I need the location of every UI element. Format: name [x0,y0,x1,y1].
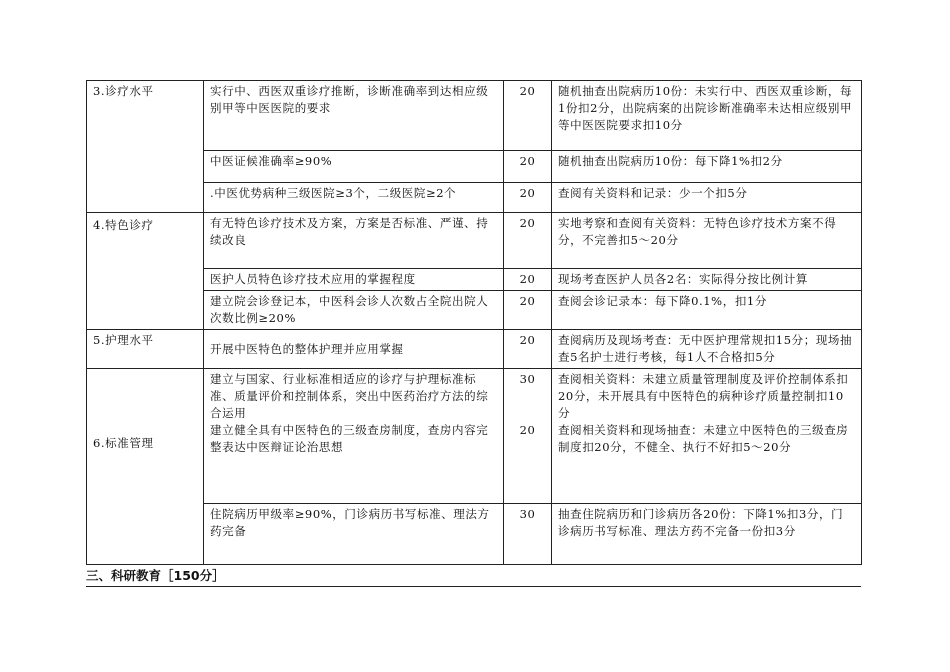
method-cell: 随机抽查出院病历10份：每下降1%扣2分 [552,151,862,183]
method-cell: 随机抽查出院病历10份：未实行中、西医双重诊断，每1份扣2分，出院病案的出院诊断准确率未达相应级别甲等中医医院要求扣10分 [552,81,862,151]
table-row [87,183,862,213]
table-row [87,291,862,330]
method-cell: 抽查住院病历和门诊病历各20份：下降1%扣3分，门诊病历书写标准、理法方药不完备一份扣3分 [552,504,862,565]
section-heading: 三、科研教育［150分］ [86,567,861,587]
table-row [87,213,862,269]
content-cell: 中医证候准确率≥90% [204,151,504,183]
score-cell: 20 [504,183,552,213]
score-cell: 30 [504,504,552,565]
category-cell: 4.特色诊疗 [87,213,204,330]
score-cell: 20 [504,291,552,330]
score-cell [504,369,552,504]
score-text: 30 [519,372,536,386]
method-cell: 实地考察和查阅有关资料：无特色诊疗技术方案不得分，不完善扣5～20分 [552,213,862,269]
method-cell: 现场考查医护人员各2名：实际得分按比例计算 [552,269,862,291]
content-text: 建立与国家、行业标准相适应的诊疗与护理标准标准、质量评价和控制体系，突出中医药治疗方法的综合运用 [210,372,489,420]
content-text: 建立健全具有中医特色的三级查房制度，查房内容完整表达中医辩证论治思想 [210,423,489,454]
score-text: 20 [519,423,536,437]
category-cell: 6.标准管理 [87,369,204,565]
table-row [87,151,862,183]
category-cell: 3.诊疗水平 [87,81,204,213]
score-cell: 20 [504,269,552,291]
score-cell: 20 [504,330,552,369]
score-cell: 20 [504,81,552,151]
method-cell: 查阅会诊记录本：每下降0.1%，扣1分 [552,291,862,330]
table-row [87,369,862,504]
method-cell: 查阅有关资料和记录：少一个扣5分 [552,183,862,213]
method-cell: 查阅病历及现场考查：无中医护理常规扣15分；现场抽查5名护士进行考核，每1人不合格扣5分 [552,330,862,369]
score-cell: 20 [504,213,552,269]
table-row [87,330,862,369]
content-cell [204,369,504,504]
content-cell: 开展中医特色的整体护理并应用掌握 [204,330,504,369]
table-row [87,81,862,151]
content-cell: .中医优势病种三级医院≥3个，二级医院≥2个 [204,183,504,213]
category-cell: 5.护理水平 [87,330,204,369]
score-cell: 20 [504,151,552,183]
table-row [87,269,862,291]
content-cell: 有无特色诊疗技术及方案，方案是否标准、严谨、持续改良 [204,213,504,269]
method-cell [552,369,862,504]
content-cell: 医护人员特色诊疗技术应用的掌握程度 [204,269,504,291]
method-text: 查阅相关资料和现场抽查：未建立中医特色的三级查房制度扣20分，不健全、执行不好扣5～20分 [558,423,849,454]
table-row [87,504,862,565]
method-text: 查阅相关资料：未建立质量管理制度及评价控制体系扣20分，未开展具有中医特色的病种诊疗质量控制扣10分 [558,372,849,420]
content-cell: 住院病历甲级率≥90%，门诊病历书写标准、理法方药完备 [204,504,504,565]
content-cell: 建立院会诊登记本，中医科会诊人次数占全院出院人次数比例≥20% [204,291,504,330]
content-cell: 实行中、西医双重诊疗推断，诊断准确率到达相应级别甲等中医医院的要求 [204,81,504,151]
assessment-table [86,80,862,565]
